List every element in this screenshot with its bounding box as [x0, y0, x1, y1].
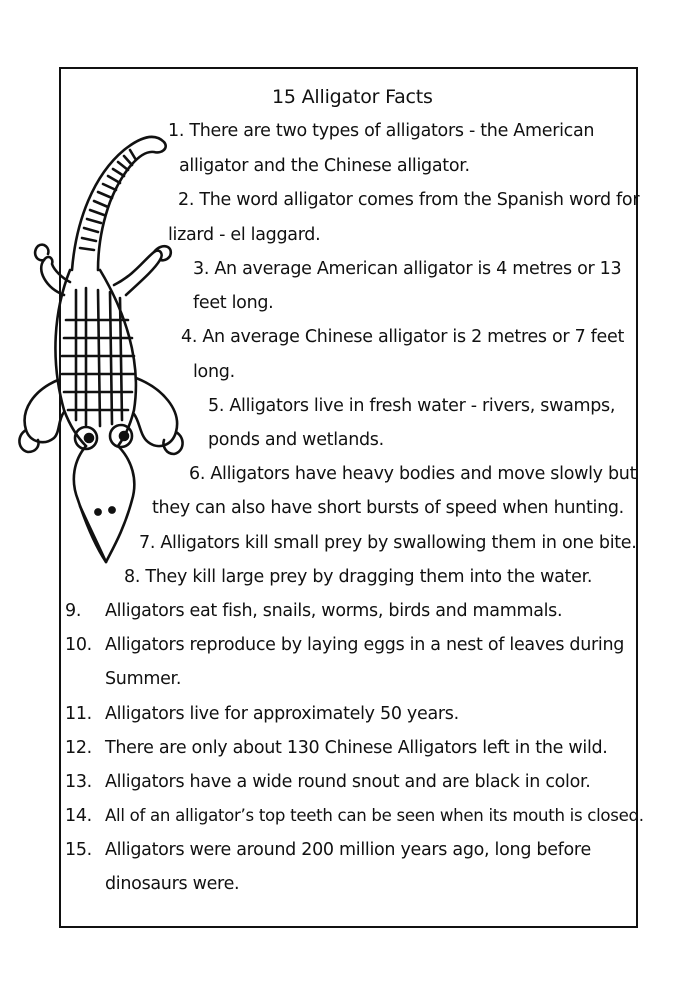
- fact-11-number: 11.: [65, 704, 92, 724]
- fact-3-line-1: 3. An average American alligator is 4 metres or 13: [193, 259, 622, 279]
- fact-14: All of an alligator’s top teeth can be seen when its mouth is closed.: [105, 806, 644, 825]
- fact-15-line-2: dinosaurs were.: [105, 874, 240, 894]
- fact-9: Alligators eat fish, snails, worms, birds and mammals.: [105, 601, 563, 621]
- fact-3-line-2: feet long.: [193, 293, 274, 313]
- fact-10-line-1: Alligators reproduce by laying eggs in a nest of leaves during: [105, 635, 625, 655]
- fact-15-line-1: Alligators were around 200 million years ago, long before: [105, 840, 591, 860]
- fact-14-number: 14.: [65, 806, 92, 826]
- fact-10-number: 10.: [65, 635, 92, 655]
- fact-12-number: 12.: [65, 738, 92, 758]
- fact-1-line-1: 1. There are two types of alligators - the American: [168, 121, 595, 141]
- fact-12: There are only about 130 Chinese Alligators left in the wild.: [105, 738, 608, 758]
- page-title: 15 Alligator Facts: [272, 86, 433, 108]
- fact-5-line-2: ponds and wetlands.: [208, 430, 384, 450]
- fact-5-line-1: 5. Alligators live in fresh water - rivers, swamps,: [208, 396, 616, 416]
- fact-2-line-1: 2. The word alligator comes from the Spanish word for: [178, 190, 640, 210]
- fact-10-line-2: Summer.: [105, 669, 182, 689]
- fact-2-line-2: lizard - el laggard.: [168, 225, 321, 245]
- fact-4-line-1: 4. An average Chinese alligator is 2 metres or 7 feet: [181, 327, 625, 347]
- fact-6-line-2: they can also have short bursts of speed when hunting.: [152, 498, 624, 518]
- fact-7: 7. Alligators kill small prey by swallowing them in one bite.: [139, 533, 637, 553]
- fact-4-line-2: long.: [193, 362, 235, 382]
- fact-8: 8. They kill large prey by dragging them into the water.: [124, 567, 593, 587]
- fact-9-number: 9.: [65, 601, 82, 621]
- fact-1-line-2: alligator and the Chinese alligator.: [179, 156, 470, 176]
- fact-13-number: 13.: [65, 772, 92, 792]
- fact-6-line-1: 6. Alligators have heavy bodies and move slowly but: [189, 464, 637, 484]
- fact-13: Alligators have a wide round snout and are black in color.: [105, 772, 591, 792]
- fact-15-number: 15.: [65, 840, 92, 860]
- fact-11: Alligators live for approximately 50 years.: [105, 704, 459, 724]
